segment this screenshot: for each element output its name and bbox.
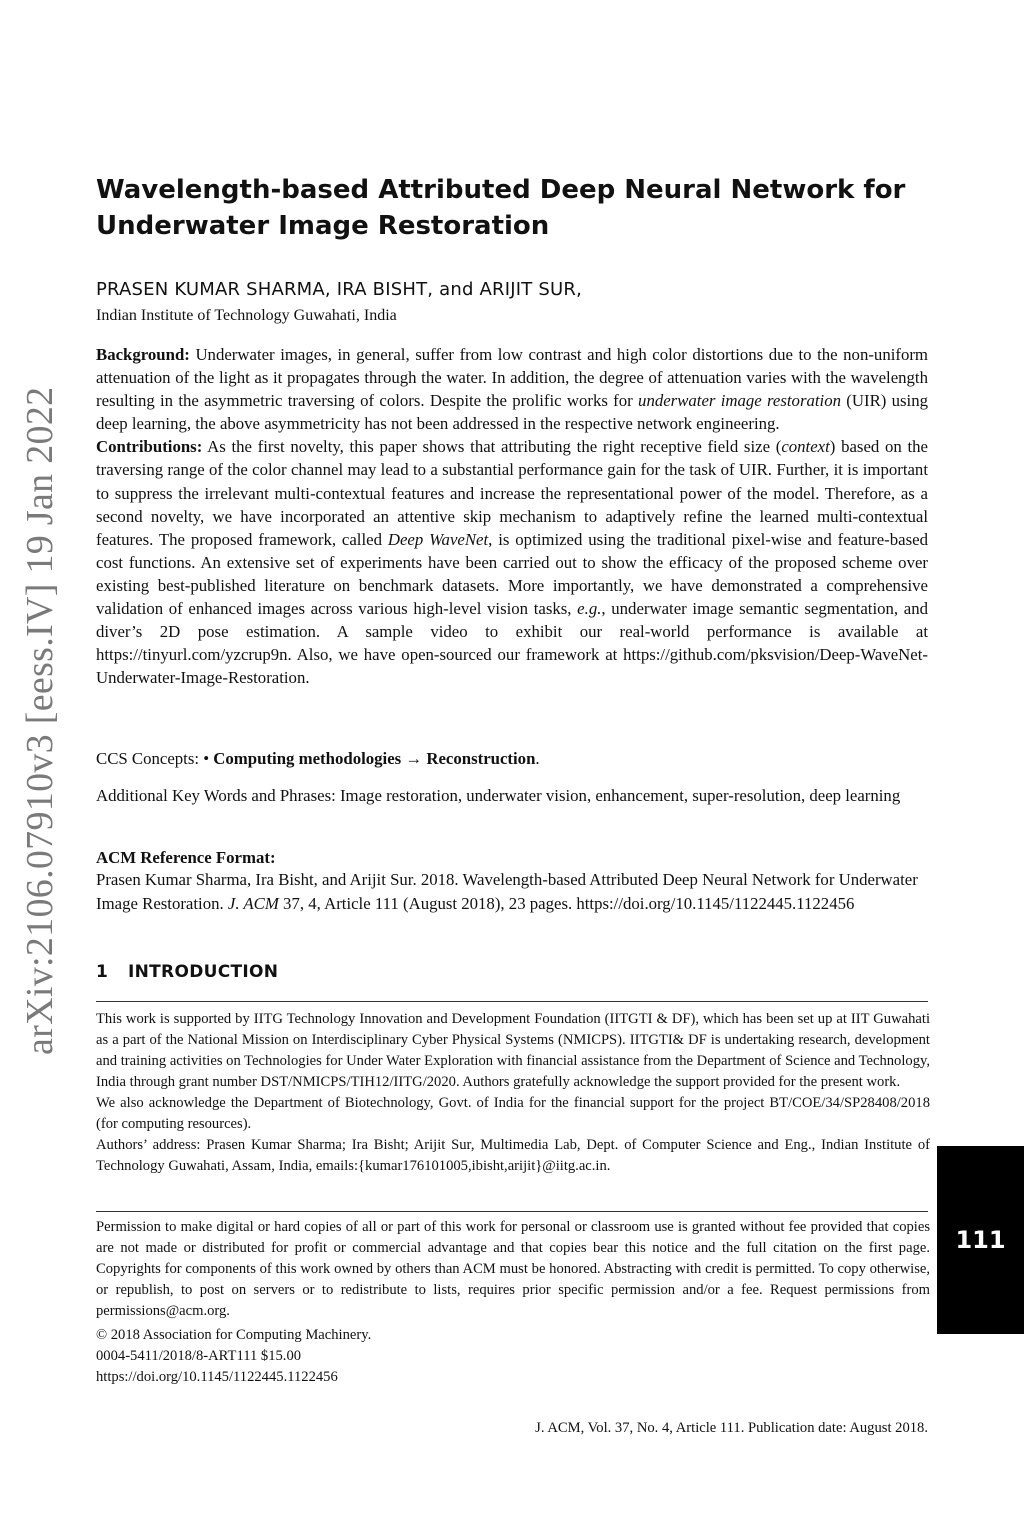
keywords: Additional Key Words and Phrases: Image restoration, underwater vision, enhancement, super-resolution, deep learning: [96, 786, 901, 805]
publication-info: [96, 1325, 930, 1388]
contributions-label: Contributions:: [96, 437, 203, 457]
abstract-background: Background: Underwater images, in general, suffer from low contrast and high color distortions due to the non-uniform attenuation of the light as it propagates through the water. In addition, the degree of attenuation varies with the wavelength resulting in the asymmetric traversing of colors. Despite the prolific works for underwater image restoration (UIR) using deep learning, the above asymmetricity has not been addressed in the respective network engineering.: [96, 345, 929, 434]
acm-reference: Prasen Kumar Sharma, Ira Bisht, and Arijit Sur. 2018. Wavelength-based Attributed Deep Neural Network for Underwater Image Restoration. J. ACM 37, 4, Article 111 (August 2018), 23 pages. https://doi.org/10.1145/1122445.1122456: [96, 870, 918, 913]
permission-divider: [96, 1211, 928, 1212]
section-title: INTRODUCTION: [128, 962, 279, 982]
arxiv-identifier-stamp: arXiv:2106.07910v3 [eess.IV] 19 Jan 2022: [19, 386, 61, 1055]
author-list: PRASEN KUMAR SHARMA, IRA BISHT, and ARIJIT SUR,: [96, 279, 583, 300]
author-affiliation: Indian Institute of Technology Guwahati, India: [96, 307, 397, 324]
abstract-contributions: Contributions: As the first novelty, this paper shows that attributing the right receptive field size (context) based on the traversing range of the color channel may lead to a substantial performance gain for the task of UIR. Further, it is important to suppress the irrelevant multi-contextual features and increase the representational power of the model. Therefore, as a second novelty, we have incorporated an attentive skip mechanism to adaptively refine the learned multi-contextual features. The proposed framework, called Deep WaveNet, is optimized using the traditional pixel-wise and feature-based cost functions. An extensive set of experiments have been carried out to show the efficacy of the proposed scheme over existing best-published literature on benchmark datasets. More importantly, we have demonstrated a comprehensive validation of enhanced images across various high-level vision tasks, e.g., underwater image semantic segmentation, and diver’s 2D pose estimation. A sample video to exhibit our real-world performance is available at https://tinyurl.com/yzcrup9n. Also, we have open-sourced our framework at https://github.com/pksvision/Deep-WaveNet-Underwater-Image-Restoration.: [96, 437, 928, 688]
background-label: Background:: [96, 345, 190, 364]
permission-notice: Permission to make digital or hard copies of all or part of this work for personal or classroom use is granted without fee provided that copies are not made or distributed for profit or commercial advantage and that copies bear this notice and the full citation on the first page. Copyrights for components of this work owned by others than ACM must be honored. Abstracting with credit is permitted. To copy otherwise, or republish, to post on servers or to redistribute to lists, requires prior specific permission and/or a fee. Request permissions from permissions@acm.org.: [96, 1219, 930, 1319]
funding-footnote: This work is supported by IITG Technology Innovation and Development Foundation (IITGTI & DF), which has been set up at IIT Guwahati as a part of the National Mission on Interdisciplinary Cyber Physical Systems (NMICPS). IITGTI& DF is undertaking research, development and training activities on Technologies for Under Water Exploration with financial assistance from the Department of Science and Technology, India through grant number DST/NMICPS/TIH12/IITG/2020. Authors gratefully acknowledge the support provided for the present work. We also acknowledge the Department of Biotechnology, Govt. of India for the financial support for the project BT/COE/34/SP28408/2018 (for computing resources). Authors’ address: Prasen Kumar Sharma; Ira Bisht; Arijit Sur, Multimedia Lab, Dept. of Computer Science and Eng., Indian Institute of Technology Guwahati, Assam, India, emails:{kumar176101005,ibisht,arijit}@iitg.ac.in.: [96, 1011, 930, 1174]
paper-title: Wavelength-based Attributed Deep Neural Network for Underwater Image Restoration: [96, 175, 906, 241]
article-number-tab: 111: [937, 1146, 1024, 1334]
running-footer: J. ACM, Vol. 37, No. 4, Article 111. Publication date: August 2018.: [535, 1420, 928, 1436]
footnote-divider: [96, 1001, 928, 1002]
doi-link[interactable]: https://doi.org/10.1145/1122445.1122456: [96, 1369, 338, 1385]
acm-reference-heading: ACM Reference Format:: [96, 848, 276, 867]
issn-line: 0004-5411/2018/8-ART111 $15.00: [96, 1348, 302, 1364]
section-heading-introduction: [96, 962, 278, 982]
copyright-line: © 2018 Association for Computing Machinery.: [96, 1327, 372, 1343]
abstract: [96, 343, 928, 689]
section-number: 1: [96, 962, 109, 982]
ccs-concepts: CCS Concepts: • Computing methodologies → Reconstruction.: [96, 749, 540, 768]
